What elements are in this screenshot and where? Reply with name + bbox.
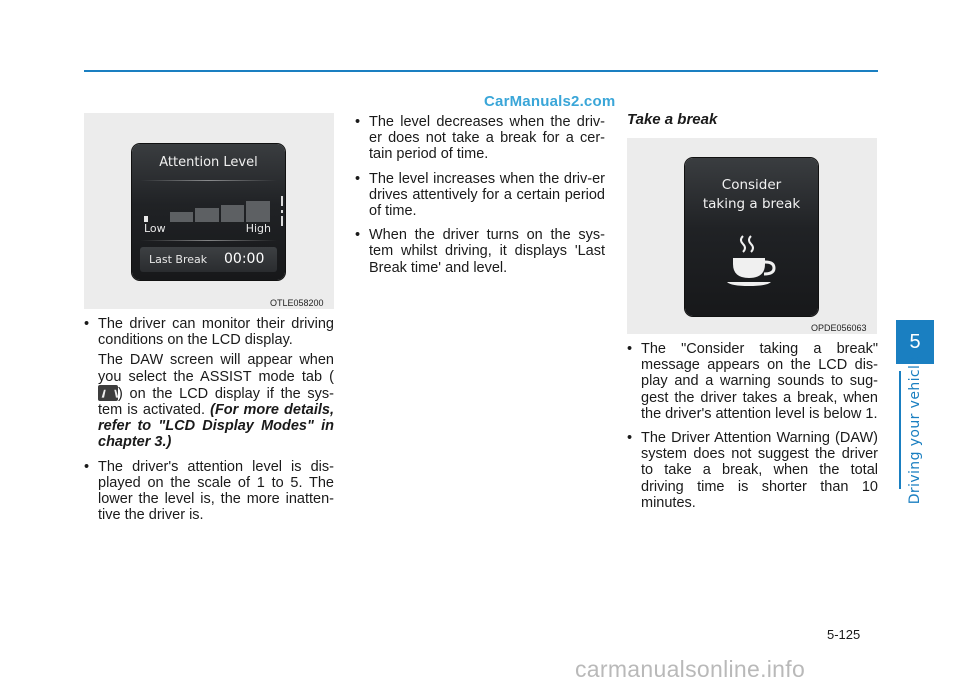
chapter-number-tab: 5 [896,320,934,364]
gauge-indicator-icon [281,196,283,206]
attention-bar-4 [221,205,245,222]
gauge-indicator-icon [281,216,283,226]
watermark-bottom: carmanualsonline.info [575,656,806,682]
attention-bar-5 [246,201,270,222]
figure-caption: OTLE058200 [270,298,324,308]
list-item: • When the driver turns on the sys-tem whilst driving, it displays 'Last Break time' and level. [355,227,605,276]
list-item [84,459,334,524]
lcd-take-break [685,158,818,316]
list-item [84,316,334,348]
column-2 [355,114,605,284]
reference-text: (For more details, refer to " [98,402,335,435]
reference-text: LCD Display Modes [165,418,307,435]
list-item-text: The driver can monitor their driving conditions on the LCD display. [98,316,334,349]
list-item: • The "Consider taking a break" message appears on the LCD dis-play and a warning sounds to sug-gest the driver takes a break, when the driver's attention level is below 1. [627,341,878,422]
lcd-divider [140,180,277,181]
attention-bar-3 [195,208,219,222]
list-item-text: The driver's attention level is dis-played on the scale of 1 to 5. The lower the level is, the more inatten-tive the driver is. [98,458,334,524]
paragraph-text: ) on the LCD display if the sys-tem is activated. [98,385,334,419]
section-title: Take a break [627,111,718,128]
lcd-title: Attention Level [159,155,258,170]
message-line-1: Consider [721,177,782,193]
last-break-row [140,247,277,272]
list-item: • The level increases when the driv-er drives attentively for a certain period of time. [355,171,605,220]
take-break-message [685,176,818,214]
chapter-tab-line [899,371,901,489]
column-1 [84,316,334,531]
coffee-cup-icon [725,232,781,288]
header-rule [84,70,878,72]
chapter-label: Driving your vehicle [907,355,923,505]
scale-high-label: High [245,222,271,235]
last-break-label: Last Break [149,253,208,266]
column-3 [627,341,878,519]
attention-bar-2 [170,212,194,222]
figure-caption: OPDE056063 [811,323,867,333]
assist-mode-icon [98,385,118,401]
scale-low-label: Low [144,222,166,235]
message-line-2: taking a break [702,196,801,212]
paragraph-text: The DAW screen will appear when you select the ASSIST mode tab ( [98,352,334,385]
attention-level-bars [144,200,270,222]
page-number: 5-125 [827,627,861,642]
gauge-indicator-icon [281,210,283,213]
list-item: • The Driver Attention Warning (DAW) system does not suggest the driver to take a break, when the total driving time is shorter than 10 minutes. [627,430,878,511]
list-item: • The level decreases when the driv-er does not take a break for a cer-tain period of time. [355,114,605,163]
lcd-divider [140,240,277,241]
reference-text: " in chapter 3.) [98,418,334,451]
paragraph [84,352,334,450]
last-break-time: 00:00 [224,251,265,267]
watermark-top: CarManuals2.com [484,93,616,110]
lcd-attention-level [132,144,285,280]
